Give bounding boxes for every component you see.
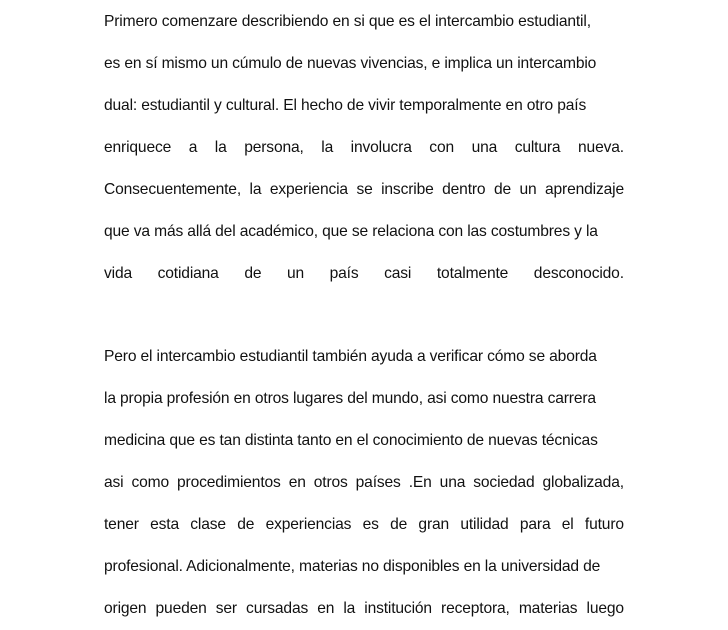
word: institución — [364, 600, 432, 617]
word: pueden — [155, 600, 207, 617]
word: la — [249, 181, 262, 198]
word: globalizada, — [542, 474, 624, 491]
word: involucra — [350, 139, 412, 156]
word: es — [362, 516, 379, 533]
word: clase — [190, 516, 226, 533]
word: cultura — [514, 139, 561, 156]
paragraph-1-line-4 — [104, 138, 624, 158]
word: a — [188, 139, 198, 156]
word: se — [356, 181, 373, 198]
word: país — [329, 265, 359, 282]
word: aprendizaje — [545, 181, 624, 198]
word: inscribe — [381, 181, 434, 198]
word: de — [244, 265, 262, 282]
word: Consecuentemente, — [104, 181, 242, 198]
word: una — [439, 474, 466, 491]
word: experiencias — [265, 516, 352, 533]
word: países — [355, 474, 401, 491]
word: futuro — [584, 516, 624, 533]
word: casi — [384, 265, 412, 282]
word: de — [237, 516, 255, 533]
word: sociedad — [473, 474, 535, 491]
word: asi — [104, 474, 124, 491]
word: tener — [104, 516, 139, 533]
word: esta — [150, 516, 179, 533]
paragraph-1-line-5 — [104, 180, 624, 200]
word: .En — [408, 474, 432, 491]
word: materias — [518, 600, 578, 617]
word: como — [131, 474, 170, 491]
word: persona, — [244, 139, 304, 156]
word: cotidiana — [157, 265, 219, 282]
word: en — [317, 600, 335, 617]
word: en — [288, 474, 306, 491]
paragraph-2-line-3: medicina que es tan distinta tanto en el conocimiento de nuevas técnicas — [104, 432, 598, 449]
word: gran — [418, 516, 450, 533]
paragraph-1-line-2: es en sí mismo un cúmulo de nuevas vivencias, e implica un intercambio — [104, 55, 597, 72]
word: receptora, — [441, 600, 510, 617]
word: totalmente — [436, 265, 509, 282]
paragraph-2-line-4 — [104, 473, 624, 493]
word: cursadas — [246, 600, 309, 617]
word: desconocido. — [533, 265, 624, 282]
paragraph-2-line-1: Pero el intercambio estudiantil también ayuda a verificar cómo se aborda — [104, 348, 597, 365]
word: un — [286, 265, 305, 282]
word: vida — [104, 265, 133, 282]
word: con — [429, 139, 454, 156]
word: la — [343, 600, 356, 617]
word: otros — [313, 474, 348, 491]
word: el — [561, 516, 574, 533]
paragraph-1-line-1: Primero comenzare describiendo en si que es el intercambio estudiantil, — [104, 13, 591, 30]
word: de — [390, 516, 408, 533]
word: la — [321, 139, 334, 156]
word: una — [471, 139, 498, 156]
paragraph-2-line-7 — [104, 599, 624, 619]
word: utilidad — [460, 516, 509, 533]
paragraph-1-line-3: dual: estudiantil y cultural. El hecho de vivir temporalmente en otro país — [104, 97, 587, 114]
word: para — [519, 516, 551, 533]
word: nueva. — [578, 139, 624, 156]
word: experiencia — [269, 181, 348, 198]
word: origen — [104, 600, 147, 617]
word: procedimientos — [177, 474, 281, 491]
word: enriquece — [104, 139, 172, 156]
paragraph-1-line-7 — [104, 264, 624, 284]
word: de — [493, 181, 511, 198]
paragraph-2-line-2: la propia profesión en otros lugares del mundo, asi como nuestra carrera — [104, 390, 596, 407]
word: un — [519, 181, 537, 198]
word: ser — [215, 600, 237, 617]
word: la — [214, 139, 227, 156]
word: luego — [586, 600, 624, 617]
paragraph-2-line-6: profesional. Adicionalmente, materias no disponibles en la universidad de — [104, 558, 601, 575]
paragraph-2-line-5 — [104, 515, 624, 535]
paragraph-1-line-6: que va más allá del académico, que se relaciona con las costumbres y la — [104, 223, 598, 240]
word: dentro — [442, 181, 486, 198]
